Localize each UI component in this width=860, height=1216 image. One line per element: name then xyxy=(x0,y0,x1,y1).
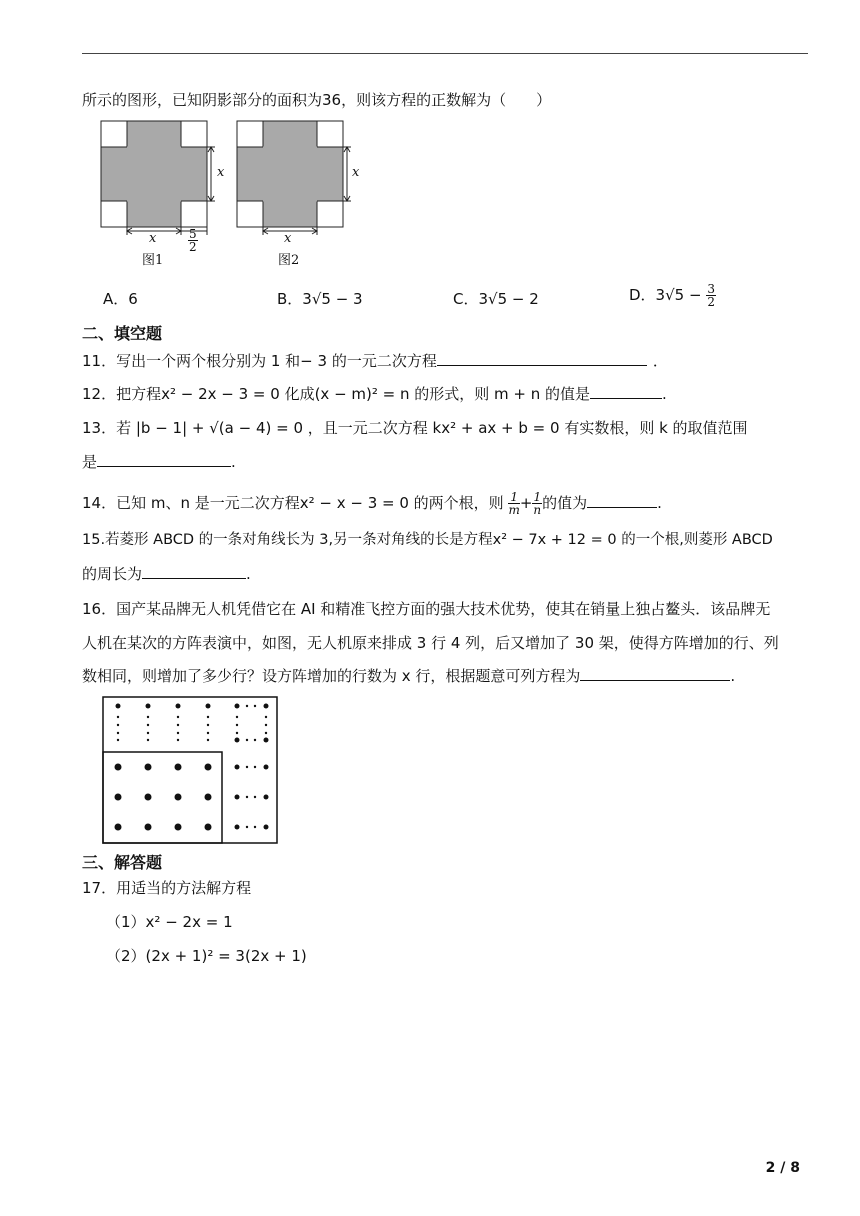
q14-frac1-den: m xyxy=(508,503,520,517)
q12-end: . xyxy=(662,385,667,403)
q14-frac1-num: 1 xyxy=(510,490,518,504)
intro-line: 所示的图形，已知阴影部分的面积为36，则该方程的正数解为（ ） xyxy=(82,91,552,109)
q12-answer-blank[interactable] xyxy=(590,384,662,399)
question-13-line2 xyxy=(82,452,236,472)
q14-fraction-2 xyxy=(532,491,542,516)
question-14 xyxy=(82,491,662,516)
q14-answer-blank[interactable] xyxy=(587,493,657,508)
q14-frac2-den: n xyxy=(533,503,542,517)
q15-answer-blank[interactable] xyxy=(142,564,246,579)
question-16-line3 xyxy=(82,666,735,686)
choice-d xyxy=(629,283,716,308)
q14-text-b: 的值为 xyxy=(542,494,588,512)
fig2-x-horizontal: x xyxy=(284,231,292,246)
q16-end: . xyxy=(730,667,736,685)
q14-end: . xyxy=(657,494,662,512)
q16-answer-blank[interactable] xyxy=(580,666,730,681)
section-title-fill-blank: 二、填空题 xyxy=(82,324,163,343)
q13-line2-text: 是 xyxy=(82,453,98,471)
question-16-line2: 人机在某次的方阵表演中，如图，无人机原来排成 3 行 4 列，后又增加了 30 架，使得方阵增加的行、列 xyxy=(82,634,779,652)
choice-d-fraction xyxy=(706,283,716,308)
figure-2 xyxy=(231,115,361,245)
q12-text: 12．把方程x² − 2x − 3 = 0 化成(x − m)² = n 的形式，则 m + n 的值是 xyxy=(82,385,591,403)
q13-answer-blank[interactable] xyxy=(97,452,231,467)
header-rule xyxy=(82,53,808,54)
q14-fraction-1 xyxy=(508,491,519,516)
fig1-x-horizontal: x xyxy=(149,231,157,246)
question-17-part2: （2）(2x + 1)² = 3(2x + 1) xyxy=(106,947,307,965)
q13-end: . xyxy=(231,453,236,471)
choice-d-fraction-den: 2 xyxy=(707,295,715,309)
page-number: 2 / 8 xyxy=(765,1160,800,1176)
choice-b: B．3√5 − 3 xyxy=(277,290,363,308)
q11-end: ． xyxy=(652,352,668,370)
q14-frac2-num: 1 xyxy=(533,490,542,504)
fig1-fraction-num: 5 xyxy=(189,227,197,241)
q16-line3-text: 数相同，则增加了多少行？设方阵增加的行数为 x 行，根据题意可列方程为 xyxy=(82,667,581,685)
q11-answer-blank[interactable] xyxy=(437,351,647,366)
question-15-line1: 15.若菱形 ABCD 的一条对角线长为 3,另一条对角线的长是方程x² − 7x + 12 = 0 的一个根,则菱形 ABCD xyxy=(82,532,773,548)
q14-text-a: 14．已知 m、n 是一元二次方程x² − x − 3 = 0 的两个根，则 xyxy=(82,494,504,512)
question-13-line1: 13．若 |b − 1| + √(a − 4) = 0 ，且一元二次方程 kx² + ax + b = 0 有实数根，则 k 的取值范围 xyxy=(82,419,748,437)
fig1-fraction-den: 2 xyxy=(189,240,197,254)
fig1-fraction xyxy=(188,228,198,253)
q11-text: 11．写出一个两个根分别为 1 和− 3 的一元二次方程 xyxy=(82,352,437,370)
question-17-title: 17．用适当的方法解方程 xyxy=(82,879,252,897)
choice-d-prefix: D．3√5 − xyxy=(629,286,702,304)
choice-a: A．6 xyxy=(103,290,138,308)
fig1-x-vertical: x xyxy=(217,165,225,180)
question-16-line1: 16．国产某品牌无人机凭借它在 AI 和精准飞控方面的强大技术优势，使其在销量上独占鳌头．该品牌无 xyxy=(82,600,771,618)
fig2-x-vertical: x xyxy=(352,165,360,180)
question-11 xyxy=(82,351,668,371)
drone-formation-figure xyxy=(100,694,280,846)
section-title-answer: 三、解答题 xyxy=(82,853,163,872)
q15-end: . xyxy=(246,565,251,583)
question-12 xyxy=(82,384,667,404)
fig1-caption: 图1 xyxy=(142,253,164,268)
choice-c: C．3√5 − 2 xyxy=(453,290,539,308)
choice-d-fraction-num: 3 xyxy=(707,282,715,296)
fig2-caption: 图2 xyxy=(278,253,300,268)
question-17-part1: （1）x² − 2x = 1 xyxy=(106,913,233,931)
q14-plus: + xyxy=(519,494,533,512)
question-15-line2 xyxy=(82,564,251,584)
q15-line2-text: 的周长为 xyxy=(82,565,143,583)
